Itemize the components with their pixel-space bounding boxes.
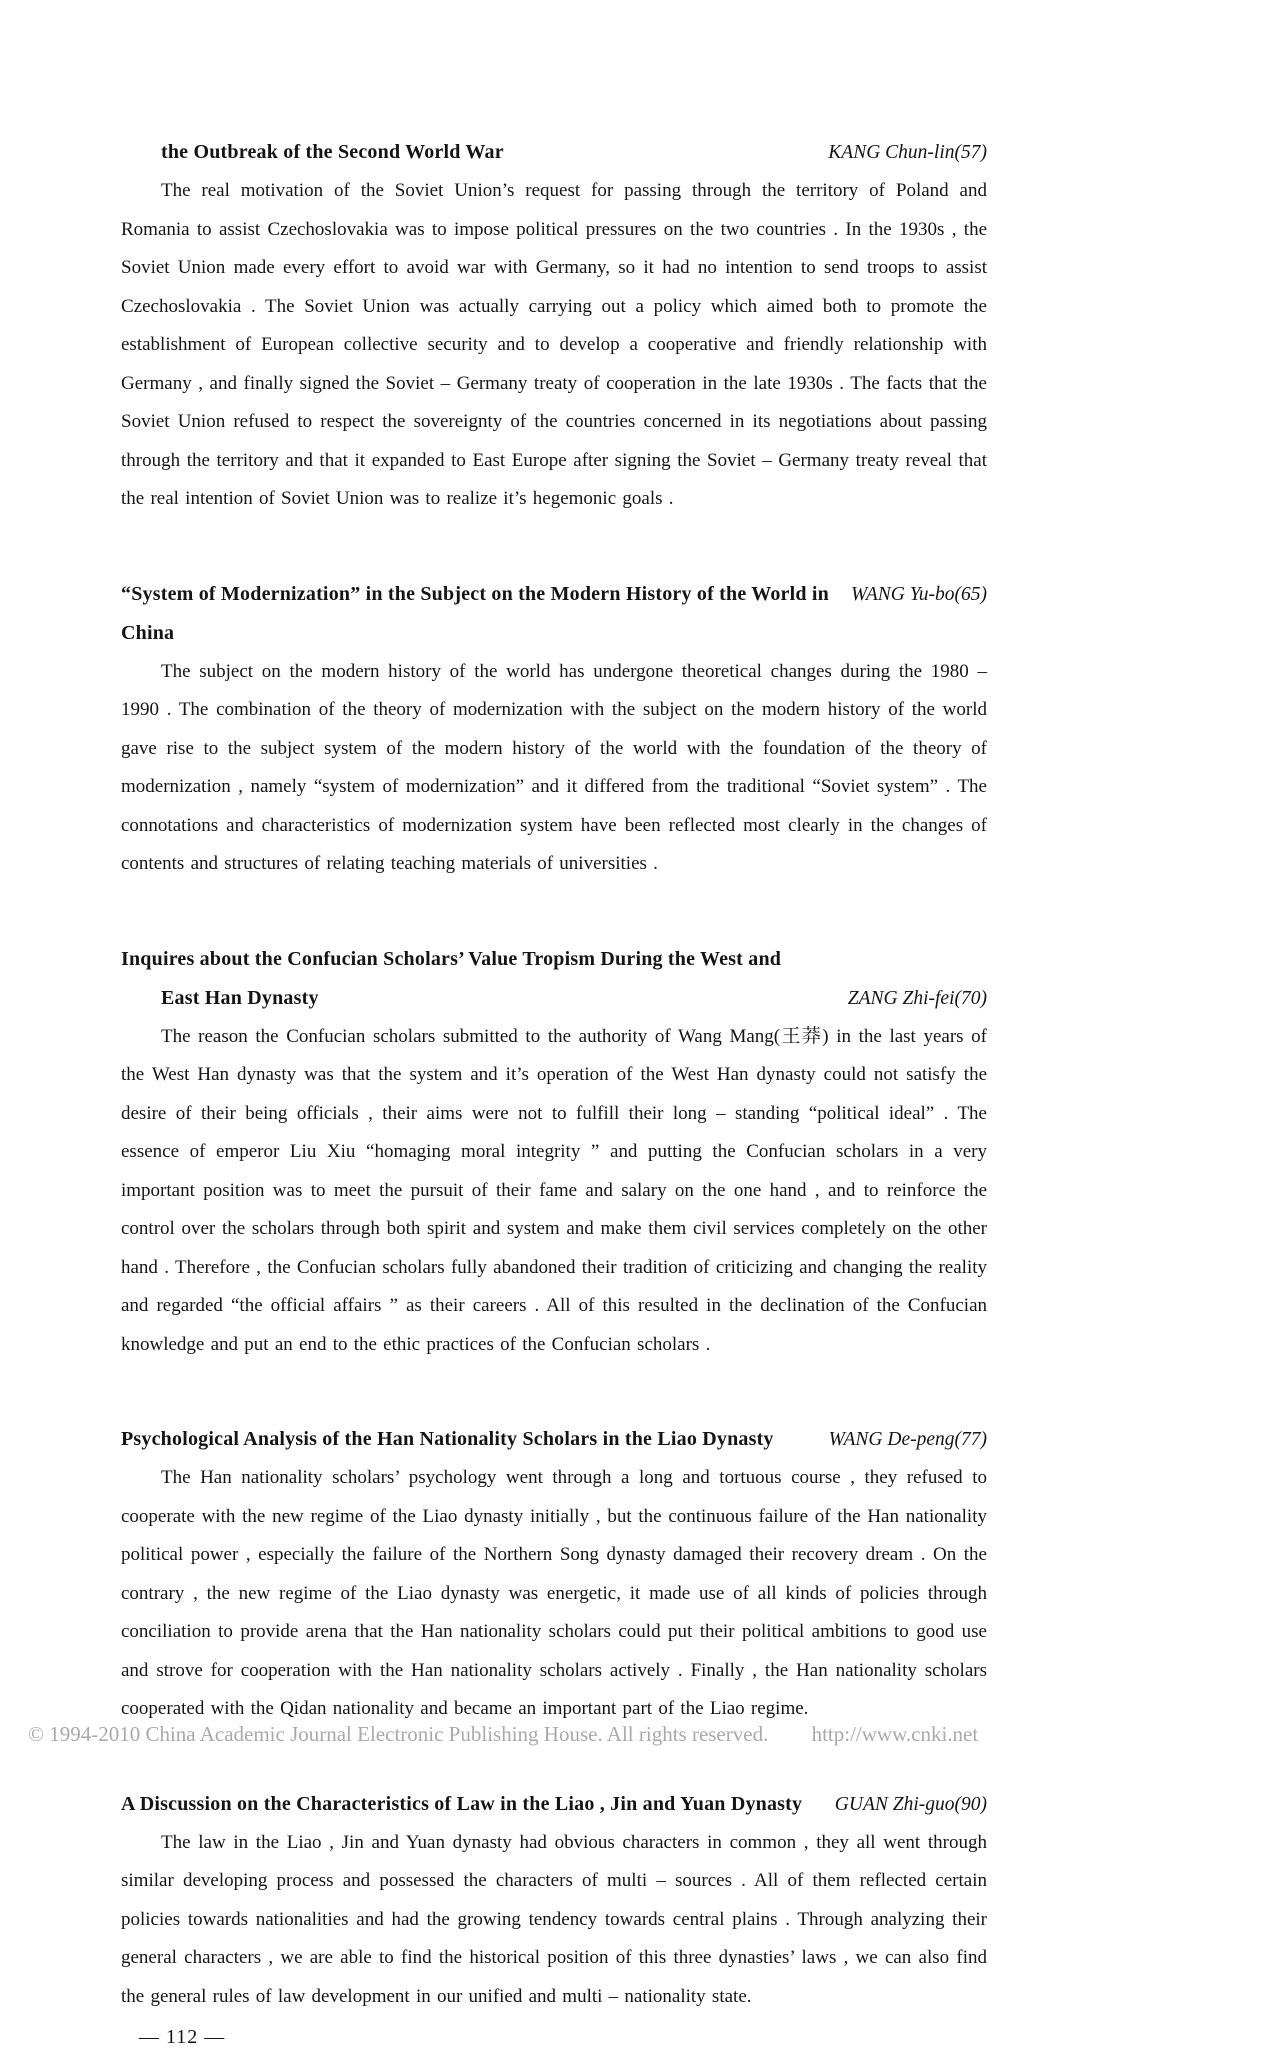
abstract-entry bbox=[121, 1420, 987, 1729]
abstract-text: The law in the Liao , Jin and Yuan dynasty had obvious characters in common , they all went through similar developing process and possessed the characters of multi – sources . All of them reflected certain policies towards nationalities and had the growing tendency towards central plains . Through analyzing their general characters , we are able to find the historical position of this three dynasties’ laws , we can also find the general rules of law development in our unified and multi – nationality state. bbox=[121, 1831, 987, 2007]
copyright-notice bbox=[28, 1722, 1248, 1747]
entry-title: East Han Dynasty bbox=[161, 986, 319, 1009]
entry-heading-line bbox=[121, 979, 987, 1018]
entry-author: KANG Chun-lin(57) bbox=[828, 142, 987, 163]
entry-heading-line bbox=[121, 1420, 987, 1459]
entry-heading-line bbox=[121, 1785, 987, 1824]
entry-heading-line bbox=[121, 133, 987, 172]
page-number: — 112 — bbox=[139, 2026, 226, 2048]
entry-title: Inquires about the Confucian Scholars’ Value Tropism During the West and bbox=[121, 947, 782, 970]
abstract-entry bbox=[121, 575, 987, 884]
entry-heading-line bbox=[121, 940, 987, 979]
abstract-text: The Han nationality scholars’ psychology went through a long and tortuous course , they refused to cooperate with the new regime of the Liao dynasty initially , but the continuous failure of the Han nationality political power , especially the failure of the Northern Song dynasty damaged their recovery dream . On the contrary , the new regime of the Liao dynasty was energetic, it made use of all kinds of policies through conciliation to provide arena that the Han nationality scholars could put their political ambitions to good use and strove for cooperation with the Han nationality scholars actively . Finally , the Han nationality scholars cooperated with the Qidan nationality and became an important part of the Liao regime. bbox=[121, 1467, 987, 1719]
entry-title: A Discussion on the Characteristics of Law in the Liao , Jin and Yuan Dynasty bbox=[121, 1792, 803, 1815]
abstract-text: The subject on the modern history of the world has undergone theoretical changes during the 1980 – 1990 . The combination of the theory of modernization with the subject on the modern history of the world gave rise to the subject system of the modern history of the world with the foundation of the theory of modernization , namely “system of modernization” and it differed from the traditional “Soviet system” . The connotations and characteristics of modernization system have been reflected most clearly in the changes of contents and structures of relating teaching materials of universities . bbox=[121, 660, 987, 874]
abstract-entry bbox=[121, 940, 987, 1365]
cnki-url-text: http://www.cnki.net bbox=[811, 1722, 979, 1746]
copyright-text: © 1994-2010 China Academic Journal Electronic Publishing House. All rights reserved. bbox=[28, 1722, 769, 1746]
entry-title: Psychological Analysis of the Han Nationality Scholars in the Liao Dynasty bbox=[121, 1428, 774, 1450]
entry-author: GUAN Zhi-guo(90) bbox=[834, 1793, 987, 1815]
abstract-entry bbox=[121, 133, 987, 519]
abstract-text: The reason the Confucian scholars submitted to the authority of Wang Mang(王莽) in the last years of the West Han dynasty was that the system and it’s operation of the West Han dynasty could not satisfy the desire of their being officials , their aims were not to fulfill their long – standing “political ideal” . The essence of emperor Liu Xiu “homaging moral integrity ” and putting the Confucian scholars in a very important position was to meet the pursuit of their fame and salary on the one hand , and to reinforce the control over the scholars through both spirit and system and make them civil services completely on the other hand . Therefore , the Confucian scholars fully abandoned their tradition of criticizing and changing the reality and regarded “the official affairs ” as their careers . All of this resulted in the declination of the Confucian knowledge and put an end to the ethic practices of the Confucian scholars . bbox=[121, 1025, 987, 1355]
entry-author: WANG De-peng(77) bbox=[828, 1429, 987, 1450]
abstract-text: The real motivation of the Soviet Union’s request for passing through the territory of Poland and Romania to assist Czechoslovakia was to impose political pressures on the two countries . In the 1930s , the Soviet Union made every effort to avoid war with Germany, so it had no intention to send troops to assist Czechoslovakia . The Soviet Union was actually carrying out a policy which aimed both to promote the establishment of European collective security and to develop a cooperative and friendly relationship with Germany , and finally signed the Soviet – Germany treaty of cooperation in the late 1930s . The facts that the Soviet Union refused to respect the sovereignty of the countries concerned in its negotiations about passing through the territory and that it expanded to East Europe after signing the Soviet – Germany treaty reveal that the real intention of Soviet Union was to realize it’s hegemonic goals . bbox=[121, 180, 987, 509]
entry-author: ZANG Zhi-fei(70) bbox=[847, 987, 987, 1009]
abstract-entry bbox=[121, 1785, 987, 2017]
abstracts-list bbox=[121, 133, 987, 2049]
entry-title: “System of Modernization” in the Subject on the Modern History of the World in China bbox=[121, 582, 829, 644]
entry-heading-line bbox=[121, 575, 987, 653]
entry-author: WANG Yu-bo(65) bbox=[850, 583, 987, 605]
entry-title: the Outbreak of the Second World War bbox=[161, 141, 504, 163]
